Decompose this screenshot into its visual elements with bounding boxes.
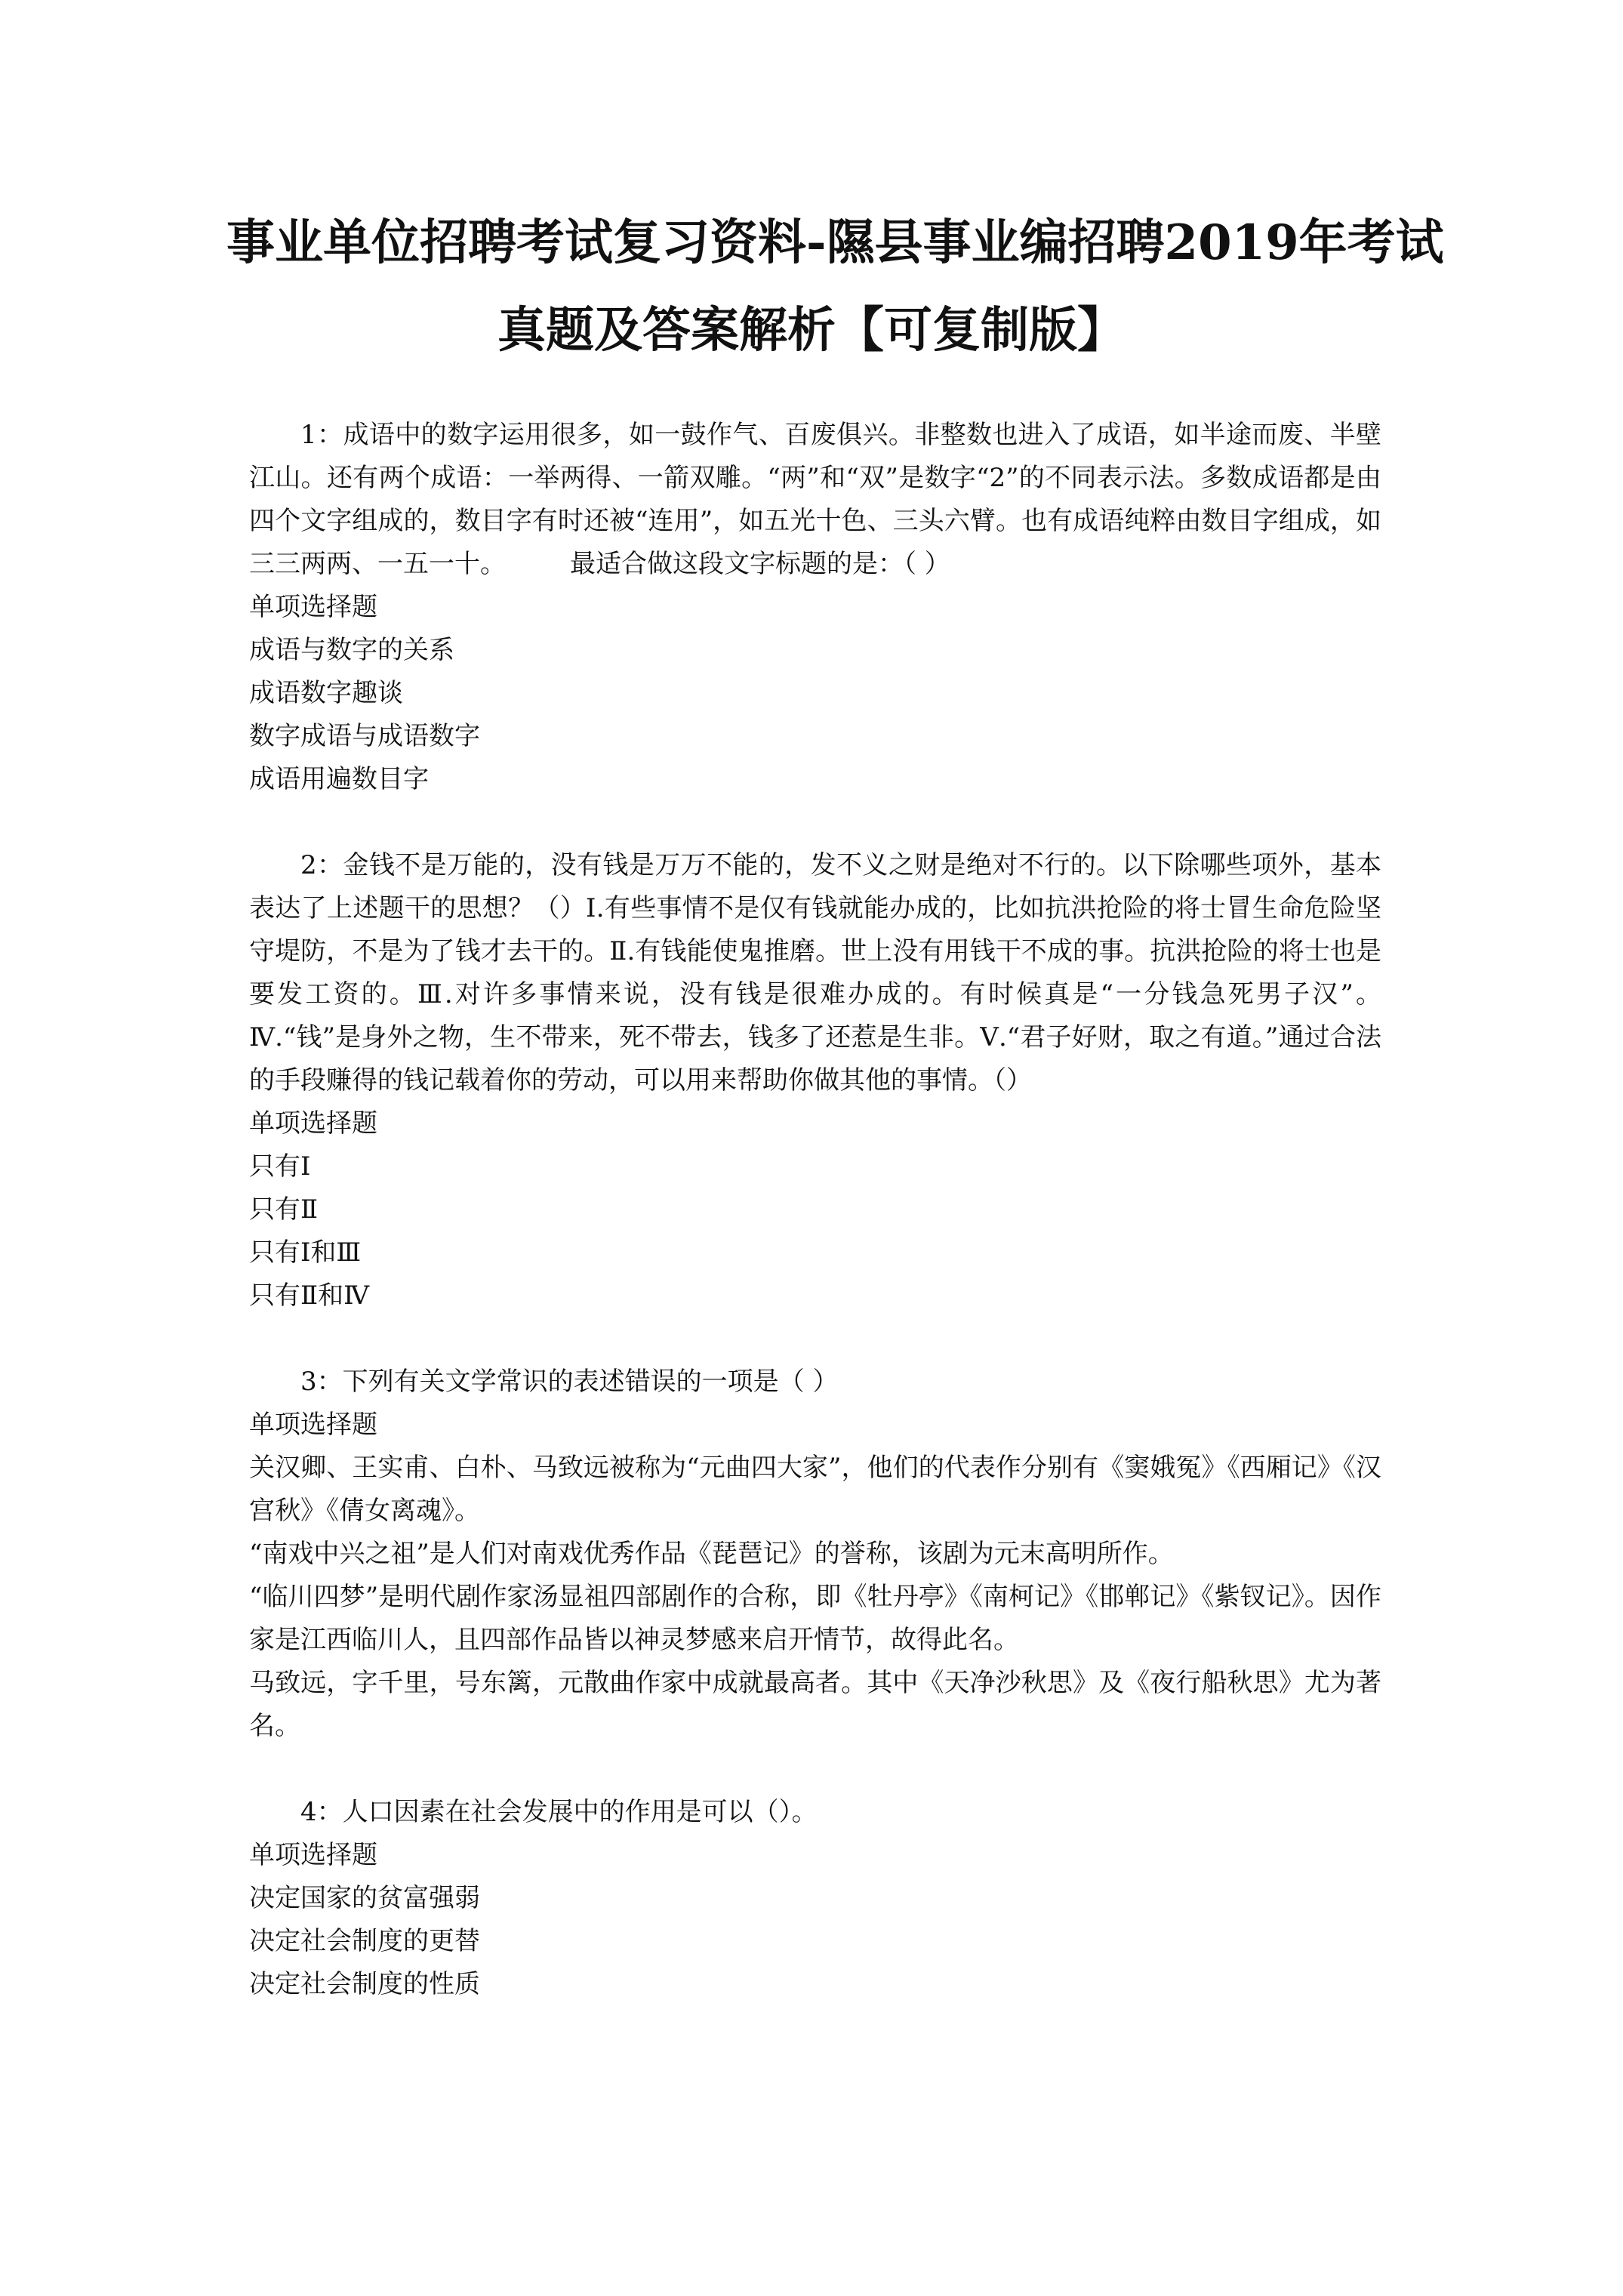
question-number: 1 [300, 420, 317, 450]
answer-option: 只有Ⅰ和Ⅲ [249, 1237, 362, 1268]
question-type: 单项选择题 [249, 1410, 377, 1440]
answer-option: 决定社会制度的更替 [249, 1926, 480, 1956]
question-stem [249, 414, 1381, 586]
document-title-line-2: 真题及答案解析【可复制版】 [497, 302, 1126, 359]
question-number: 3 [300, 1367, 317, 1397]
question-text: ：成语中的数字运用很多，如一鼓作气、百废俱兴。非整数也进入了成语，如半途而废、半壁江山。还有两个成语：一举两得、一箭双雕。“两”和“双”是数字“2”的不同表示法。多数成语都是由四个文字组成的，数目字有时还被“连用”，如五光十色、三头六臂。也有成语纯粹由数目字组成，如三三两两、一五一十。 最适合做这段文字标题的是：（ ） [249, 420, 1381, 579]
answer-option: 成语数字趣谈 [249, 678, 403, 708]
question-type: 单项选择题 [249, 592, 377, 622]
answer-option: 决定国家的贫富强弱 [249, 1883, 480, 1913]
question-text: ：金钱不是万能的，没有钱是万万不能的，发不义之财是绝对不行的。以下除哪些项外，基本表达了上述题干的思想？（）Ⅰ.有些事情不是仅有钱就能办成的，比如抗洪抢险的将士冒生命危险坚守堤防，不是为了钱才去干的。Ⅱ.有钱能使鬼推磨。世上没有用钱干不成的事。抗洪抢险的将士也是要发工资的。Ⅲ.对许多事情来说，没有钱是很难办成的。有时候真是“一分钱急死男子汉”。Ⅳ.“钱”是身外之物，生不带来，死不带去，钱多了还惹是生非。Ⅴ.“君子好财，取之有道。”通过合法的手段赚得的钱记载着你的劳动，可以用来帮助你做其他的事情。（） [249, 850, 1381, 1096]
question-type: 单项选择题 [249, 1840, 377, 1870]
answer-option: 成语与数字的关系 [249, 635, 454, 665]
question-stem [249, 844, 1381, 1102]
question-text: ：下列有关文学常识的表述错误的一项是（ ） [316, 1367, 839, 1397]
question-text: ：人口因素在社会发展中的作用是可以（）。 [316, 1797, 818, 1827]
document-title-line-1: 事业单位招聘考试复习资料-隰县事业编招聘2019年考试 [226, 214, 1444, 271]
answer-option: 只有Ⅱ和Ⅳ [249, 1281, 370, 1311]
question-2 [249, 844, 1381, 1318]
answer-option: 关汉卿、王实甫、白朴、马致远被称为“元曲四大家”，他们的代表作分别有《窦娥冤》《西厢记》《汉宫秋》《倩女离魂》。 [249, 1453, 1381, 1526]
answer-option: “南戏中兴之祖”是人们对南戏优秀作品《琵琶记》的誉称，该剧为元末高明所作。 [249, 1539, 1174, 1569]
question-number: 2 [300, 850, 317, 880]
answer-option: 成语用遍数目字 [249, 764, 429, 794]
answer-option: 马致远，字千里，号东篱，元散曲作家中成就最高者。其中《天净沙秋思》及《夜行船秋思》尤为著名。 [249, 1668, 1381, 1741]
question-stem [249, 1361, 1381, 1404]
answer-option: 只有Ⅱ [249, 1194, 319, 1225]
answer-option: “临川四梦”是明代剧作家汤显祖四部剧作的合称，即《牡丹亭》《南柯记》《邯郸记》《紫钗记》。因作家是江西临川人，且四部作品皆以神灵梦感来启开情节，故得此名。 [249, 1582, 1381, 1655]
answer-option: 数字成语与成语数字 [249, 721, 480, 751]
question-3 [249, 1361, 1381, 1748]
question-4 [249, 1791, 1381, 2006]
question-number: 4 [300, 1797, 317, 1827]
question-type: 单项选择题 [249, 1108, 377, 1139]
answer-option: 决定社会制度的性质 [249, 1969, 480, 1999]
question-1 [249, 414, 1381, 801]
question-stem [249, 1791, 1381, 1834]
answer-option: 只有Ⅰ [249, 1151, 311, 1182]
question-list [249, 414, 1381, 2049]
